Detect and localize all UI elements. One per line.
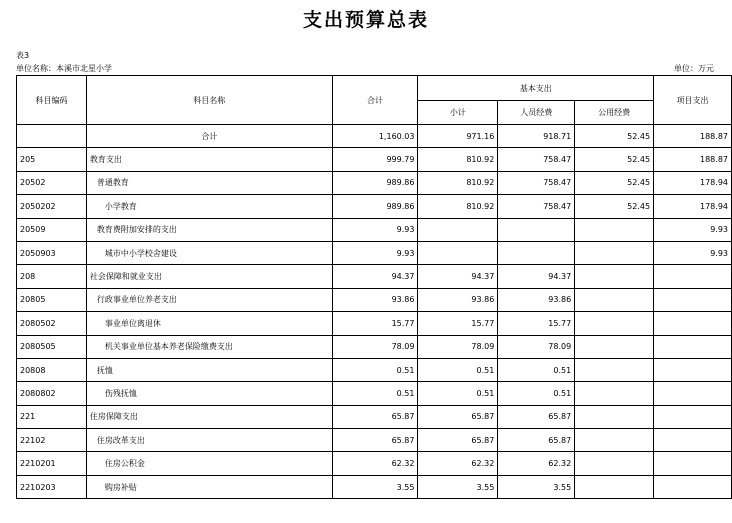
cell-project [654,312,732,335]
header-name: 科目名称 [86,76,332,125]
cell-total: 989.86 [332,195,418,218]
cell-total: 62.32 [332,452,418,475]
cell-name: 城市中小学校舍建设 [86,241,332,264]
cell-subtotal: 810.92 [418,171,498,194]
table-row [17,358,732,381]
header-code: 科目编码 [17,76,87,125]
cell-personnel: 15.77 [498,312,575,335]
table-row [17,148,732,171]
cell-name: 住房改革支出 [86,429,332,452]
cell-code: 205 [17,148,87,171]
cell-subtotal [418,241,498,264]
currency-unit: 单位：万元 [674,64,714,73]
cell-personnel: 3.55 [498,475,575,498]
table-row [17,195,732,218]
table-row [17,312,732,335]
cell-code: 2050903 [17,241,87,264]
cell-project [654,452,732,475]
cell-name: 教育费附加安排的支出 [86,218,332,241]
cell-total: 15.77 [332,312,418,335]
cell-public [575,358,654,381]
cell-public [575,452,654,475]
cell-name: 教育支出 [86,148,332,171]
cell-subtotal: 65.87 [418,405,498,428]
cell-project: 178.94 [654,171,732,194]
cell-public [575,335,654,358]
cell-personnel: 918.71 [498,125,575,148]
header-personnel: 人员经费 [498,101,575,125]
cell-total: 989.86 [332,171,418,194]
table-row [17,218,732,241]
cell-public [575,382,654,405]
cell-public [575,241,654,264]
cell-total: 9.93 [332,241,418,264]
cell-total: 93.86 [332,288,418,311]
cell-public [575,218,654,241]
cell-subtotal: 0.51 [418,358,498,381]
cell-public: 52.45 [575,195,654,218]
cell-total: 65.87 [332,429,418,452]
cell-code: 20805 [17,288,87,311]
cell-personnel: 0.51 [498,382,575,405]
cell-public [575,312,654,335]
cell-personnel: 94.37 [498,265,575,288]
cell-project [654,382,732,405]
header-subtotal: 小计 [418,101,498,125]
cell-subtotal: 810.92 [418,195,498,218]
cell-public [575,429,654,452]
cell-personnel: 758.47 [498,195,575,218]
cell-total: 0.51 [332,382,418,405]
cell-total: 3.55 [332,475,418,498]
cell-code: 2210203 [17,475,87,498]
cell-project [654,358,732,381]
cell-name: 小学教育 [86,195,332,218]
cell-code [17,125,87,148]
cell-project [654,475,732,498]
cell-name: 事业单位离退休 [86,312,332,335]
cell-project [654,335,732,358]
cell-subtotal: 62.32 [418,452,498,475]
cell-total: 0.51 [332,358,418,381]
cell-total: 94.37 [332,265,418,288]
cell-name: 住房保障支出 [86,405,332,428]
table-row [17,335,732,358]
cell-code: 2210201 [17,452,87,475]
cell-personnel: 758.47 [498,171,575,194]
table-row [17,382,732,405]
cell-personnel: 93.86 [498,288,575,311]
table-row [17,405,732,428]
cell-project: 9.93 [654,241,732,264]
cell-personnel [498,218,575,241]
cell-personnel: 62.32 [498,452,575,475]
cell-personnel [498,241,575,264]
cell-personnel: 65.87 [498,405,575,428]
cell-subtotal: 94.37 [418,265,498,288]
cell-name: 住房公积金 [86,452,332,475]
cell-project [654,265,732,288]
cell-subtotal: 15.77 [418,312,498,335]
cell-subtotal: 971.16 [418,125,498,148]
page-title: 支出预算总表 [302,9,429,31]
cell-subtotal: 3.55 [418,475,498,498]
cell-code: 20502 [17,171,87,194]
table-row [17,241,732,264]
cell-personnel: 758.47 [498,148,575,171]
cell-public: 52.45 [575,148,654,171]
cell-project [654,429,732,452]
cell-subtotal [418,218,498,241]
cell-project: 178.94 [654,195,732,218]
cell-subtotal: 810.92 [418,148,498,171]
table-row [17,452,732,475]
table-row [17,429,732,452]
table-number: 表3 [16,51,30,60]
cell-name: 伤残抚恤 [86,382,332,405]
cell-name: 合计 [86,125,332,148]
table-row [17,171,732,194]
cell-code: 2080505 [17,335,87,358]
cell-code: 20509 [17,218,87,241]
cell-code: 2080502 [17,312,87,335]
table-body [17,125,732,499]
cell-code: 20808 [17,358,87,381]
cell-name: 行政事业单位养老支出 [86,288,332,311]
cell-public: 52.45 [575,171,654,194]
cell-subtotal: 78.09 [418,335,498,358]
cell-name: 机关事业单位基本养老保险缴费支出 [86,335,332,358]
cell-public: 52.45 [575,125,654,148]
unit-name: 单位名称：本溪市北星小学 [16,64,112,73]
cell-subtotal: 93.86 [418,288,498,311]
cell-total: 1,160.03 [332,125,418,148]
cell-code: 2050202 [17,195,87,218]
cell-code: 22102 [17,429,87,452]
cell-personnel: 0.51 [498,358,575,381]
header-total: 合计 [332,76,418,125]
cell-name: 普通教育 [86,171,332,194]
cell-public [575,475,654,498]
cell-total: 9.93 [332,218,418,241]
table-row [17,265,732,288]
header-basic: 基本支出 [418,76,654,101]
cell-code: 208 [17,265,87,288]
cell-name: 抚恤 [86,358,332,381]
cell-code: 221 [17,405,87,428]
expenditure-table [16,75,732,499]
cell-name: 社会保障和就业支出 [86,265,332,288]
cell-project: 188.87 [654,148,732,171]
cell-total: 78.09 [332,335,418,358]
header-project: 项目支出 [654,76,732,125]
cell-personnel: 65.87 [498,429,575,452]
cell-personnel: 78.09 [498,335,575,358]
cell-project [654,288,732,311]
cell-public [575,265,654,288]
cell-code: 2080802 [17,382,87,405]
cell-subtotal: 0.51 [418,382,498,405]
cell-project: 188.87 [654,125,732,148]
table-row [17,288,732,311]
cell-project [654,405,732,428]
table-row [17,125,732,148]
cell-total: 65.87 [332,405,418,428]
cell-project: 9.93 [654,218,732,241]
cell-total: 999.79 [332,148,418,171]
cell-subtotal: 65.87 [418,429,498,452]
cell-public [575,288,654,311]
cell-name: 购房补贴 [86,475,332,498]
table-row [17,475,732,498]
header-public: 公用经费 [575,101,654,125]
cell-public [575,405,654,428]
